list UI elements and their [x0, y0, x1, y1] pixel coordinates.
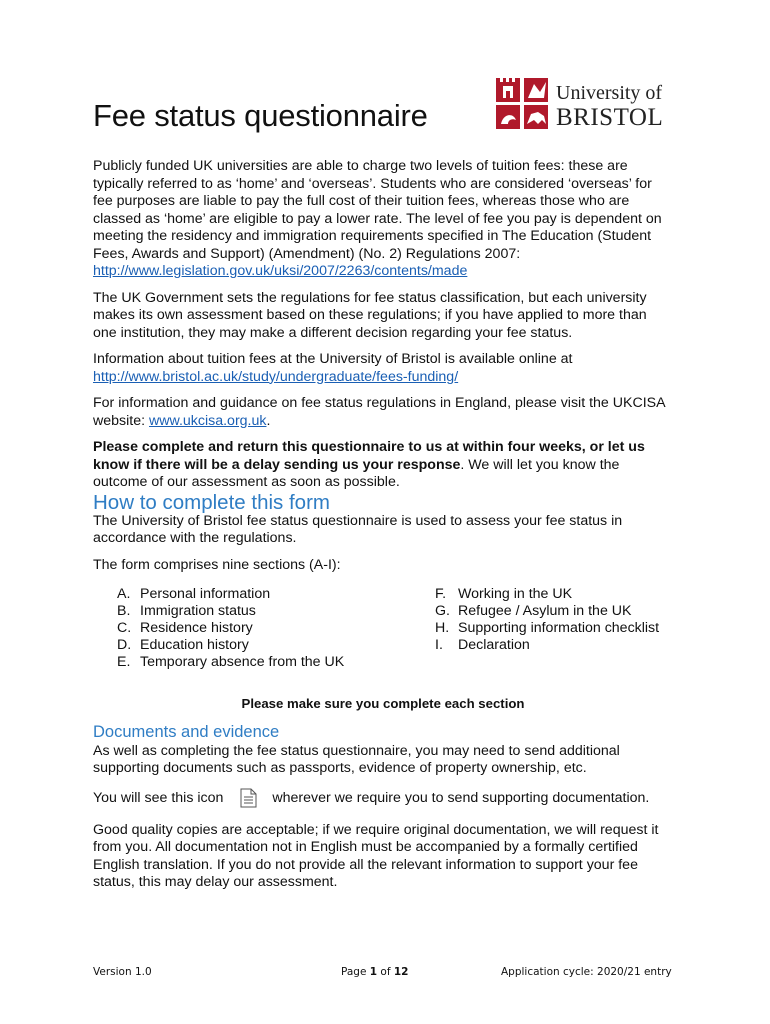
how-to-paragraph-1: The University of Bristol fee status questionnaire is used to assess your fee status in accordance with the regulations. — [93, 512, 623, 546]
intro-paragraph-2: The UK Government sets the regulations for fee status classification, but each university makes its own assessment based on these regulations; if you have applied to more than one institution, they may make a different decision regarding your fee status. — [93, 289, 647, 341]
crest-icon — [494, 74, 552, 132]
list-item: C. Residence history — [117, 620, 253, 636]
footer-version: Version 1.0 — [93, 966, 152, 978]
intro-paragraph-1 — [93, 158, 673, 281]
list-item: D. Education history — [117, 637, 249, 653]
list-item: B. Immigration status — [117, 603, 256, 619]
icon-line-after: wherever we require you to send supporting documentation. — [272, 789, 650, 806]
sections-list — [93, 586, 673, 671]
ukcisa-link[interactable]: www.ukcisa.org.uk — [149, 412, 267, 429]
documents-section — [93, 724, 673, 901]
intro-paragraph-3 — [93, 351, 673, 386]
icon-line-before: You will see this icon — [93, 789, 224, 806]
intro-paragraph-3-text: Information about tuition fees at the University of Bristol is available online at — [93, 351, 573, 367]
list-item: A. Personal information — [117, 586, 271, 602]
current-page: 1 — [369, 966, 378, 978]
intro-section — [93, 158, 673, 501]
return-instruction-bold: Please complete and return this questionnaire to us at within four weeks, or let us know if there will be a delay sending us your response — [93, 439, 645, 473]
document-icon — [240, 788, 257, 808]
how-to-heading: How to complete this form — [93, 491, 330, 514]
list-item: H. Supporting information checklist — [435, 620, 660, 636]
complete-each-section-note: Please make sure you complete each section — [241, 696, 525, 711]
how-to-paragraph-2: The form comprises nine sections (A-I): — [93, 556, 341, 573]
how-to-section — [93, 491, 673, 713]
sections-list-left — [93, 586, 433, 671]
documents-paragraph-3: Good quality copies are acceptable; if we require original documentation, we will request it from you. All documentation not in English must be accompanied by a formally certified English translation. If you do not provide all the relevant information to support your fee status, this may delay our assessment. — [93, 821, 659, 890]
legislation-link[interactable]: http://www.legislation.gov.uk/uksi/2007/2263/contents/made — [93, 263, 468, 279]
intro-paragraph-1-text: Publicly funded UK universities are able to charge two levels of tuition fees: these are typically referred to as ‘home’ and ‘overseas’. Students who are considered ‘overseas’ for fee purposes are liable to pay the full cost of their tuition fees, whereas those who are classed as ‘home’ are eligible to pay a lower rate. The level of fee you pay is dependent on meeting the residency and immigration requirements specified in The Education (Student Fees, Awards and Support) (Amendment) (No. 2) Regulations 2007: — [93, 158, 662, 262]
logo-line-2: BRISTOL — [556, 104, 664, 131]
list-item: I. Declaration — [435, 637, 530, 653]
list-item: E. Temporary absence from the UK — [117, 654, 345, 670]
intro-paragraph-4 — [93, 395, 673, 430]
university-logo — [494, 74, 686, 134]
sections-list-right — [433, 586, 659, 671]
footer-application-cycle: Application cycle: 2020/21 entry — [501, 966, 672, 978]
page-title: Fee status questionnaire — [93, 98, 428, 133]
intro-paragraph-4-text: For information and guidance on fee status regulations in England, please visit the UKCISA website: — [93, 395, 665, 429]
list-item: F. Working in the UK — [435, 586, 573, 602]
bristol-fees-link[interactable]: http://www.bristol.ac.uk/study/undergraduate/fees-funding/ — [93, 368, 459, 385]
intro-paragraph-5 — [93, 439, 673, 492]
logo-line-1: University of — [556, 82, 663, 104]
list-item: G. Refugee / Asylum in the UK — [435, 603, 632, 619]
documents-paragraph-1: As well as completing the fee status questionnaire, you may need to send additional supporting documents such as passports, evidence of property ownership, etc. — [93, 742, 620, 776]
documents-heading: Documents and evidence — [93, 723, 280, 741]
documents-icon-line — [93, 788, 673, 808]
intro-paragraph-4-end: . — [266, 412, 271, 429]
return-instruction-rest: . We will let you know the outcome of our assessment as soon as possible. — [93, 456, 620, 490]
footer-page-number: Page 1 of 12 — [341, 966, 409, 978]
total-pages: 12 — [393, 966, 409, 978]
